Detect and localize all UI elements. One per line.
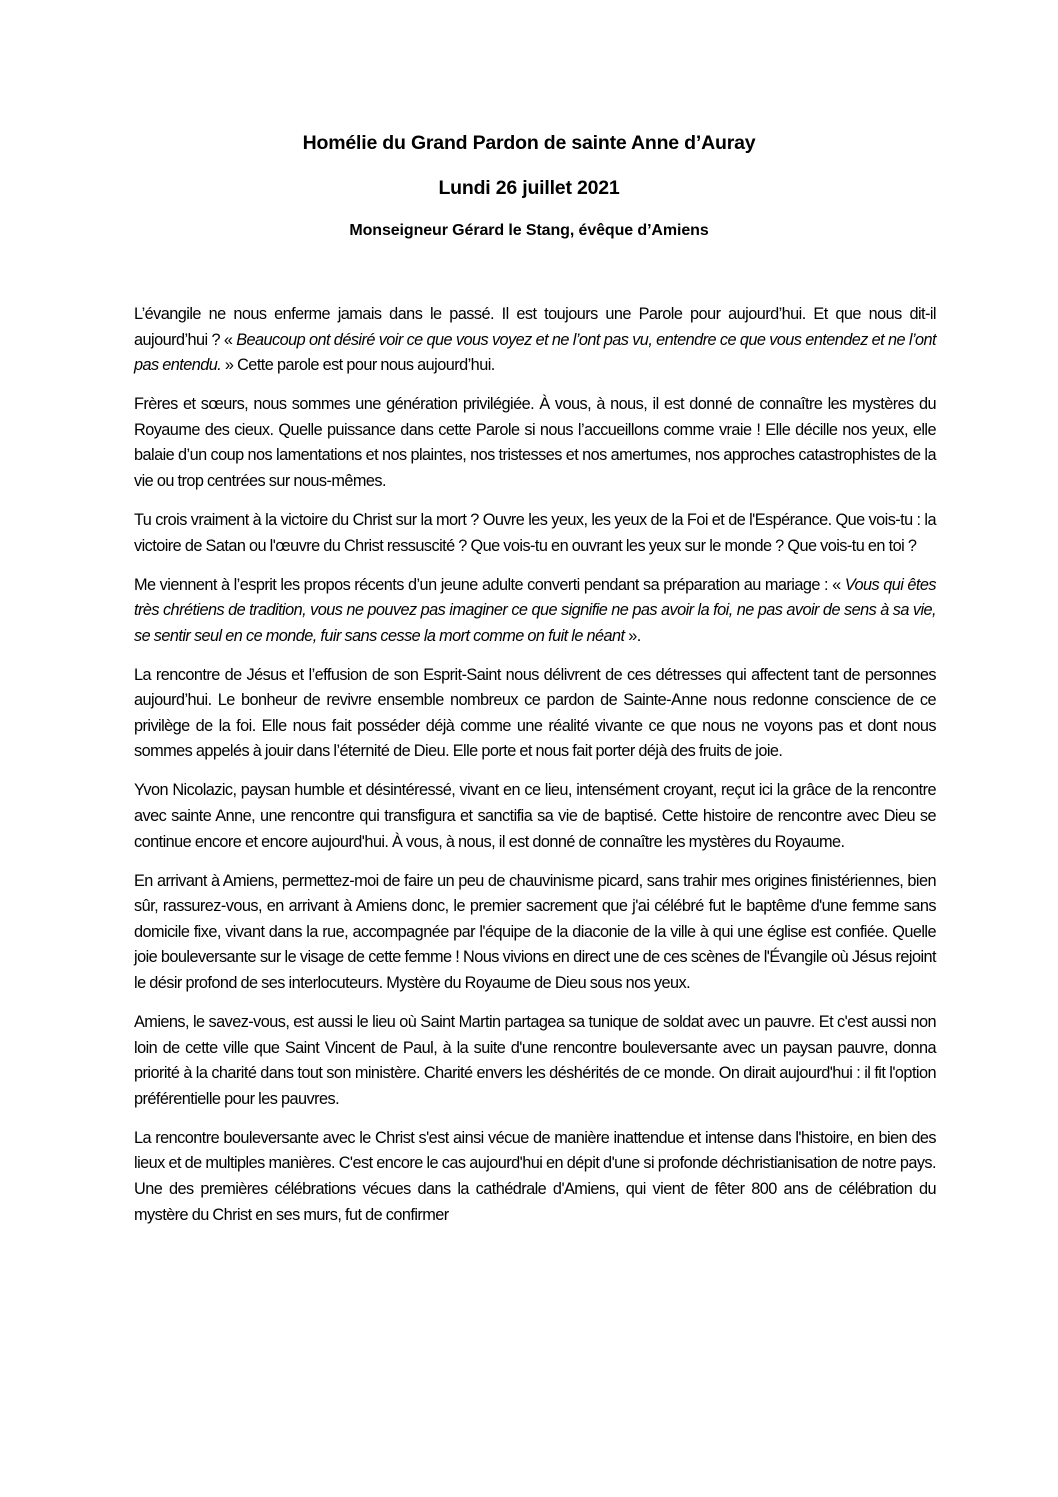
paragraph-text: L’évangile ne nous enferme jamais dans le passé. Il est toujours une Parole pour aujourd’hui. Et que nous dit-il aujourd’hui ? « (134, 305, 936, 349)
paragraph-3: Tu crois vraiment à la victoire du Christ sur la mort ? Ouvre les yeux, les yeux de la Foi et de l'Espérance. Que vois-tu : la victoire de Satan ou l'œuvre du Christ ressuscité ? Que vois-tu en ouvrant les yeux sur le monde ? Que vois-tu en toi ? (134, 510, 936, 555)
paragraph-text: ». (624, 626, 641, 645)
scripture-quote: Beaucoup ont désiré voir ce que vous voyez et ne l’ont pas vu, entendre ce que vous entendez et ne l’ont pas entendu. (134, 330, 936, 375)
document-title: Homélie du Grand Pardon de sainte Anne d’Auray (302, 132, 756, 154)
paragraph-4 (134, 573, 936, 650)
paragraph-text: Me viennent à l’esprit les propos récents d’un jeune adulte converti pendant sa préparation au mariage : « (134, 575, 845, 594)
paragraph-6: Yvon Nicolazic, paysan humble et désintéressé, vivant en ce lieu, intensément croyant, reçut ici la grâce de la rencontre avec sainte Anne, une rencontre qui transfigura et sanctifia sa vie de baptisé. Cette histoire de rencontre avec Dieu se continue encore et encore aujourd'hui. À vous, à nous, il est donné de connaître les mystères du Royaume. (134, 781, 936, 851)
paragraph-9: La rencontre bouleversante avec le Christ s'est ainsi vécue de manière inattendue et intense dans l'histoire, en bien des lieux et de multiples manières. C'est encore le cas aujourd'hui en dépit d'une si profonde déchristianisation de notre pays. Une des premières célébrations vécues dans la cathédrale d'Amiens, qui vient de fêter 800 ans de célébration du mystère du Christ en ses murs, fut de confirmer (134, 1128, 936, 1224)
paragraph-text: » Cette parole est pour nous aujourd’hui. (221, 356, 495, 375)
paragraph-1 (134, 302, 936, 379)
document-author: Monseigneur Gérard le Stang, évêque d’Amiens (349, 222, 709, 239)
paragraph-5: La rencontre de Jésus et l’effusion de son Esprit-Saint nous délivrent de ces détresses qui affectent tant de personnes aujourd’hui. Le bonheur de revivre ensemble nombreux ce pardon de Sainte-Anne nous redonne conscience de ce privilège de la foi. Elle nous fait posséder déjà comme une réalité vivante ce que nous ne voyons pas et dont nous sommes appelés à jouir dans l’éternité de Dieu. Elle porte et nous fait porter déjà des fruits de joie. (134, 665, 936, 761)
document-body (134, 302, 936, 1242)
title-block (0, 130, 1058, 242)
paragraph-7: En arrivant à Amiens, permettez-moi de faire un peu de chauvinisme picard, sans trahir mes origines finistériennes, bien sûr, rassurez-vous, en arrivant à Amiens donc, le premier sacrement que j'ai célébré fut le baptême d'une femme sans domicile fixe, vivant dans la rue, accompagnée par l'équipe de la diaconie de la ville à qui une église est confiée. Quelle joie bouleversante sur le visage de cette femme ! Nous vivions en direct une de ces scènes de l'Évangile où Jésus rejoint le désir profond de ses interlocuteurs. Mystère du Royaume de Dieu sous nos yeux. (134, 871, 936, 992)
paragraph-2: Frères et sœurs, nous sommes une génération privilégiée. À vous, à nous, il est donné de connaître les mystères du Royaume des cieux. Quelle puissance dans cette Parole si nous l’accueillons comme vraie ! Elle décille nos yeux, elle balaie d’un coup nos lamentations et nos plaintes, nos tristesses et nos amertumes, nos approches catastrophistes de la vie ou trop centrées sur nous-mêmes. (134, 395, 936, 490)
testimony-quote: Vous qui êtes très chrétiens de tradition, vous ne pouvez pas imaginer ce que signifie ne pas avoir la foi, ne pas avoir de sens à sa vie, se sentir seul en ce monde, fuir sans cesse la mort comme on fuit le néant (134, 575, 936, 645)
paragraph-8: Amiens, le savez-vous, est aussi le lieu où Saint Martin partagea sa tunique de soldat avec un pauvre. Et c'est aussi non loin de cette ville que Saint Vincent de Paul, à la suite d'une rencontre bouleversante avec un paysan pauvre, donna priorité à la charité dans tout son ministère. Charité envers les déshérités de ce monde. On dirait aujourd'hui : il fit l'option préférentielle pour les pauvres. (134, 1012, 936, 1108)
document-date: Lundi 26 juillet 2021 (438, 177, 620, 199)
